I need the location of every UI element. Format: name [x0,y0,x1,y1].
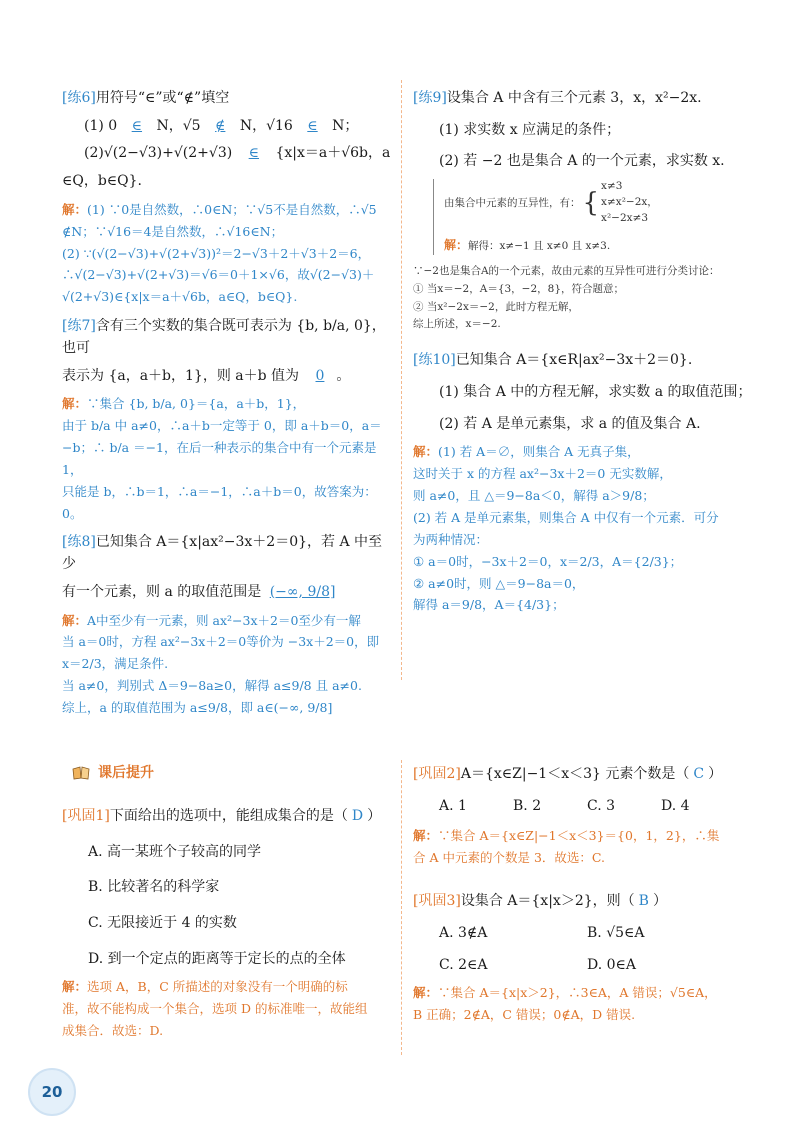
column-divider-bottom [401,760,402,1055]
answer-blank: ∈ [131,117,143,134]
g2-options [413,796,753,818]
right-top-column [413,88,753,624]
answer-choice: B [638,893,649,910]
g2-option-d: D. 4 [661,797,690,814]
ex6-line1: (1) 0 ∈ N，√5 ∉ N，√16 ∈ N； [84,117,359,134]
g1-option-b: B. 比较著名的科学家 [88,879,220,896]
ex10-stem: [练10]已知集合 A＝{x∈R|ax²−3x＋2＝0}. [413,352,693,369]
exercise-10: [练10]已知集合 A＝{x∈R|ax²−3x＋2＝0}. (1) 集合 A 中的方程无解，求实数 a 的取值范围； (2) 若 A 是单元素集，求 a 的值及集合 A. 解：(1) 若 A＝∅，则集合 A 无真子集， 这时关于 x 的方程 ax²−3x＋2＝0 无实数解， 则 a≠0，且 △＝9−8a＜0，解得 a＞9/8； (2) 若 A 是单元素集，则集合 A 中仅有一个元素．可分 为两种情况： ① a＝0时，−3x＋2＝0，x＝2/3，A＝{2/3}； ② a≠0时，则 △＝9−8a＝0， 解得 a＝9/8，A＝{4/3}； [413,350,753,616]
g1-option-a: A. 高一某班个子较高的同学 [88,843,262,860]
ex6-solution: 解：(1) ∵0是自然数，∴0∈N；∵√5不是自然数，∴√5 ∉N；∵√16＝4是自然数，∴√16∈N； (2) ∵(√(2−√3)+√(2+√3))²＝2−√3＋2＋√3＋2＝6， ∴√(2−√3)+√(2+√3)＝√6＝0＋1×√6，故√(2−√3)＋ √(2+√3)∈{x|x＝a＋√6b，a∈Q，b∈Q}. [62,201,377,305]
answer-blank: 0 [315,367,325,384]
g3-option-d: D. 0∈A [587,956,637,973]
g1-solution: 解：选项 A，B，C 所描述的对象没有一个明确的标 准，故不能构成一个集合，选项 D 的标准唯一，故能组 成集合．故选：D. [62,979,368,1039]
ex9-solution: ∵−2也是集合A的一个元素，故由元素的互异性可进行分类讨论： ① 当x＝−2，A＝{3，−2，8}，符合题意； ② 当x²−2x＝−2，此时方程无解， 综上所述，x＝−2. [413,264,720,331]
exercise-9: [练9]设集合 A 中含有三个元素 3，x，x²−2x. (1) 求实数 x 应满足的条件； (2) 若 −2 也是集合 A 的一个元素，求实数 x. 由集合中元素的互异性，有： { x≠3 x≠x²−2x， x²−2x≠3 解：解得：x≠−1 且 x≠0 且 x≠3. ∵−2也是集合A的一个元素，故由元素的互异性可进行分类讨论： ① 当x＝−2，A＝{3，−2，8}，符合题意； ② 当x²−2x＝−2，此时方程无解， 综上所述，x＝−2. [413,88,753,334]
g3-options-row2 [413,955,753,977]
g1-option-c: C. 无限接近于 4 的实数 [88,915,237,932]
page-number: 20 [28,1068,76,1116]
ex7-stem: [练7]含有三个实数的集合既可表示为 {b, b/a, 0}，也可 [62,318,386,356]
exercise-7: [练7]含有三个实数的集合既可表示为 {b, b/a, 0}，也可 表示为 {a，a＋b，1}，则 a＋b 值为 0 。 解：∵集合 {b, b/a, 0}＝{a，a＋b，1}， 由于 b/a 中 a≠0，∴a＋b一定等于 0，即 a＋b＝0，a＝ −b；∴ b/a ＝−1，在后一种表示的集合中有一个元素是1， 只能是 b，∴b＝1，∴a＝−1，∴a＋b＝0，故答案为：0。 [62,316,392,524]
g2-stem: [巩固2]A＝{x∈Z|−1＜x＜3} 元素个数是（ C ） [413,766,723,782]
ex6-line3: ∈Q，b∈Q}. [62,173,143,190]
left-top-column [62,88,392,727]
g2-option-a: A. 1 [439,797,467,814]
g1-stem: [巩固1]下面给出的选项中，能组成集合的是（ D ） [62,808,382,824]
exercise-8: [练8]已知集合 A＝{x|ax²−3x＋2＝0}，若 A 中至少 有一个元素，则 a 的取值范围是 (−∞, 9/8] 解：A中至少有一元素，则 ax²−3x＋2＝0至少有一解 当 a＝0时，方程 ax²−3x＋2＝0等价为 −3x＋2＝0，即 x＝2/3，满足条件. 当 a≠0，判别式 Δ＝9−8a≥0，解得 a≤9/8 且 a≠0. 综上，a 的取值范围为 a≤9/8，即 a∈(−∞, 9/8] [62,532,392,718]
answer-blank: ∈ [248,145,260,162]
ex6-tag: [练6] [62,90,96,106]
answer-choice: C [693,766,705,782]
g3-option-b: B. √5∈A [587,924,645,941]
consolidation-3 [413,891,753,1026]
g3-option-c: C. 2∈A [439,956,488,973]
g2-option-c: C. 3 [587,797,616,814]
g3-option-a: A. 3∉A [439,924,488,941]
answer-blank: ∈ [307,117,318,134]
section-title: 课后提升 [98,765,154,781]
g3-options-row1 [413,923,753,945]
consolidation-2 [413,764,753,869]
ex6-stem: [练6]用符号“∈”或“∉”填空 [62,90,230,106]
ex8-solution: 解：A中至少有一元素，则 ax²−3x＋2＝0至少有一解 当 a＝0时，方程 ax²−3x＋2＝0等价为 −3x＋2＝0，即 x＝2/3，满足条件. 当 a≠0，判别式 Δ＝9−8a≥0，解得 a≤9/8 且 a≠0. 综上，a 的取值范围为 a≤9/8，即 a∈(−∞, 9/8] [62,612,380,715]
answer-blank: (−∞, 9/8] [269,583,336,600]
answer-choice: D [351,808,364,824]
answer-blank: ∉ [215,117,226,134]
right-bottom-column [413,764,753,1034]
left-bottom-column [62,806,392,1050]
g3-stem: [巩固3]设集合 A＝{x|x＞2}，则（ B ） [413,893,667,910]
g2-option-b: B. 2 [513,797,542,814]
exercise-6 [62,88,392,308]
ex10-solution: 解：(1) 若 A＝∅，则集合 A 无真子集， 这时关于 x 的方程 ax²−3x＋2＝0 无实数解， 则 a≠0，且 △＝9−8a＜0，解得 a＞9/8； (2) 若 A 是单元素集，则集合 A 中仅有一个元素．可分 为两种情况： ① a＝0时，−3x＋2＝0，x＝2/3，A＝{2/3}； ② a≠0时，则 △＝9−8a＝0， 解得 a＝9/8，A＝{4/3}； [413,444,719,613]
ex7-solution: 解：∵集合 {b, b/a, 0}＝{a，a＋b，1}， 由于 b/a 中 a≠0，∴a＋b一定等于 0，即 a＋b＝0，a＝ −b；∴ b/a ＝−1，在后一种表示的集合中有一个元素是1， 只能是 b，∴b＝1，∴a＝−1，∴a＋b＝0，故答案为：0。 [62,396,382,521]
ex9-stem: [练9]设集合 A 中含有三个元素 3，x，x²−2x. [413,90,702,106]
ex8-stem: [练8]已知集合 A＝{x|ax²−3x＋2＝0}，若 A 中至少 [62,534,383,573]
ex6-line2: (2)√(2−√3)+√(2+√3) ∈ {x|x＝a＋√6b，a [84,145,391,162]
ex9-brace-system: 由集合中元素的互异性，有： { x≠3 x≠x²−2x， x²−2x≠3 解：解得：x≠−1 且 x≠0 且 x≠3. [433,179,753,255]
g1-option-d: D. 到一个定点的距离等于定长的点的全体 [88,950,346,967]
g2-solution: 解：∵集合 A＝{x∈Z|−1＜x＜3}＝{0，1，2}，∴集 合 A 中元素的个数是 3．故选：C. [413,828,720,866]
g3-solution: 解：∵集合 A＝{x|x＞2}，∴3∈A，A 错误；√5∈A， B 正确；2∉A，C 错误；0∉A，D 错误. [413,985,717,1023]
column-divider-top [401,80,402,680]
consolidation-1 [62,806,392,1042]
book-icon [72,766,90,780]
